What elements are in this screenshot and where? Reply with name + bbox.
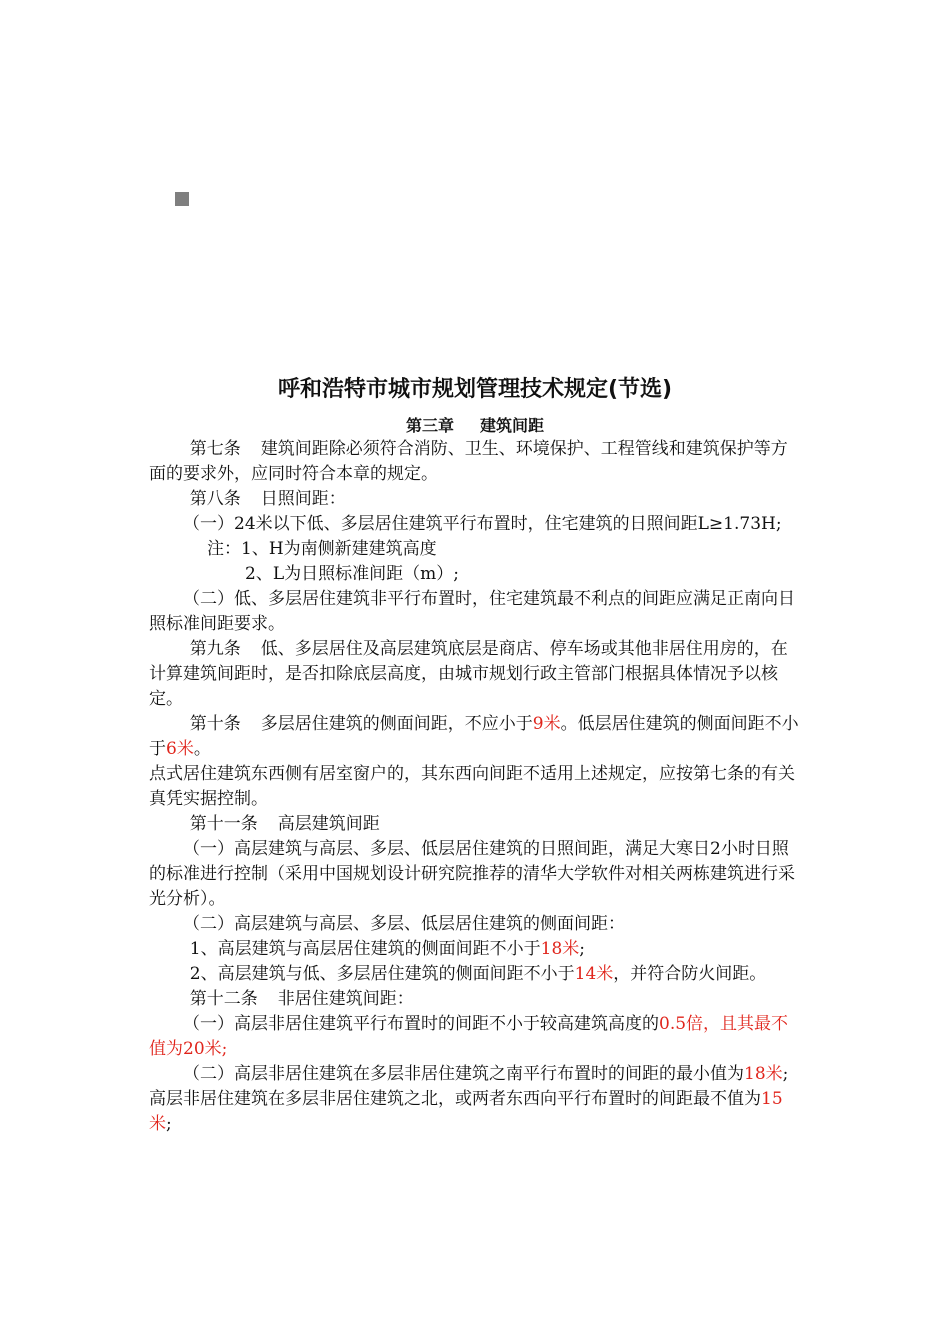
article-10-label: 第十条 bbox=[189, 714, 241, 734]
article-11-text: 高层建筑间距 bbox=[277, 814, 380, 834]
article-10-value-2: 6米 bbox=[166, 739, 194, 759]
article-11-item-2-2 bbox=[149, 962, 799, 987]
article-12-text: 非居住建筑间距： bbox=[277, 989, 414, 1009]
article-7 bbox=[149, 437, 799, 487]
article-11 bbox=[149, 812, 799, 837]
article-11-item-2-1-text: 1、高层建筑与高层居住建筑的侧面间距不小于 bbox=[189, 939, 541, 959]
article-7-label: 第七条 bbox=[189, 439, 241, 459]
article-12-item-2 bbox=[149, 1062, 799, 1087]
chapter-name: 建筑间距 bbox=[480, 416, 545, 435]
article-12-label: 第十二条 bbox=[189, 989, 258, 1009]
article-11-item-2-1 bbox=[149, 937, 799, 962]
article-10 bbox=[149, 712, 799, 762]
article-10-extra: 点式居住建筑东西侧有居室窗户的，其东西向间距不适用上述规定，应按第七条的有关真凭实据控制。 bbox=[149, 764, 795, 809]
chapter-heading bbox=[0, 413, 950, 436]
article-12-item-2-end: ; bbox=[782, 1064, 789, 1084]
document-title: 呼和浩特市城市规划管理技术规定(节选) bbox=[277, 377, 673, 402]
gray-square-bullet-icon bbox=[175, 192, 189, 206]
article-11-item-2-2-end: ，并符合防火间距。 bbox=[613, 964, 767, 984]
article-12-item-3-end: ; bbox=[166, 1114, 172, 1134]
article-9 bbox=[149, 637, 799, 712]
document-body bbox=[149, 437, 799, 1137]
article-8-item-2: （二）低、多层居住建筑非平行布置时，住宅建筑最不利点的间距应满足正南向日照标准间距要求。 bbox=[149, 589, 795, 634]
article-8-note-1: 注：1、H为南侧新建建筑高度 bbox=[207, 539, 437, 559]
article-11-item-1: （一）高层建筑与高层、多层、低层居住建筑的日照间距，满足大寒日2小时日照的标准进行控制（采用中国规划设计研究院推荐的清华大学软件对相关两栋建筑进行采光分析）。 bbox=[149, 839, 795, 909]
article-7-text: 建筑间距除必须符合消防、卫生、环境保护、工程管线和建筑保护等方面的要求外，应同时符合本章的规定。 bbox=[149, 439, 788, 484]
article-12-item-1-value: 0.5倍，且其最不值为20米; bbox=[149, 1014, 789, 1059]
article-8-item-1: （一）24米以下低、多层居住建筑平行布置时，住宅建筑的日照间距L≥1.73H; bbox=[183, 514, 782, 534]
article-10-text-2: 。低层居住建筑的侧面间距不小于 bbox=[149, 714, 799, 759]
article-12 bbox=[149, 987, 799, 1012]
article-12-item-1 bbox=[149, 1012, 799, 1062]
article-8-note-2: 2、L为日照标准间距（m）; bbox=[245, 564, 459, 584]
article-10-text-1: 多层居住建筑的侧面间距，不应小于 bbox=[260, 714, 533, 734]
article-8-text: 日照间距： bbox=[260, 489, 346, 509]
article-11-item-2: （二）高层建筑与高层、多层、低层居住建筑的侧面间距： bbox=[183, 914, 625, 934]
article-12-item-2-value: 18米 bbox=[744, 1064, 783, 1084]
article-12-item-3-text: 高层非居住建筑在多层非居住建筑之北，或两者东西向平行布置时的间距最不值为 bbox=[149, 1089, 761, 1109]
article-11-item-2-2-value: 14米 bbox=[574, 964, 614, 984]
article-12-item-3-value: 15米 bbox=[149, 1089, 783, 1134]
article-9-label: 第九条 bbox=[189, 639, 241, 659]
article-9-text: 低、多层居住及高层建筑底层是商店、停车场或其他非居住用房的，在计算建筑间距时，是否扣除底层高度，由城市规划行政主管部门根据具体情况予以核定。 bbox=[149, 639, 788, 709]
article-10-text-3: 。 bbox=[193, 739, 211, 759]
article-8 bbox=[149, 487, 799, 512]
article-12-item-3 bbox=[149, 1087, 799, 1137]
article-12-item-2-text: （二）高层非居住建筑在多层非居住建筑之南平行布置时的间距的最小值为 bbox=[183, 1064, 744, 1084]
article-10-value-1: 9米 bbox=[532, 714, 561, 734]
article-12-item-1-text: （一）高层非居住建筑平行布置时的间距不小于较高建筑高度的 bbox=[183, 1014, 659, 1034]
article-8-label: 第八条 bbox=[189, 489, 241, 509]
chapter-number: 第三章 bbox=[405, 416, 454, 435]
article-11-item-2-1-value: 18米 bbox=[540, 939, 580, 959]
article-11-item-2-2-text: 2、高层建筑与低、多层居住建筑的侧面间距不小于 bbox=[189, 964, 575, 984]
article-11-item-2-1-end: ; bbox=[579, 939, 585, 959]
article-11-label: 第十一条 bbox=[189, 814, 258, 834]
